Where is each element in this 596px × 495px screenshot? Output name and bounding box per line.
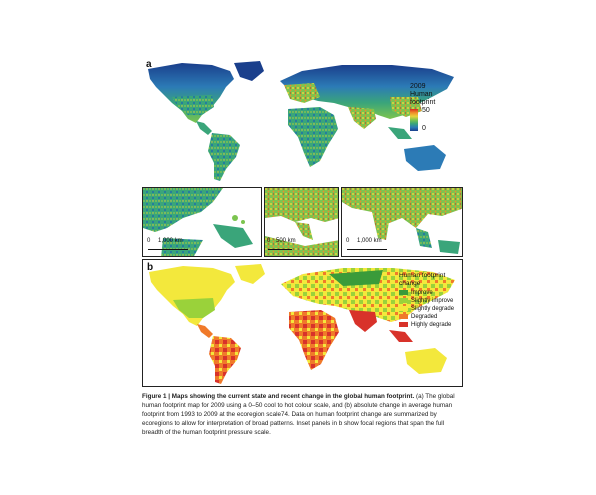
usa-region-shape: [172, 95, 214, 115]
scale-label: 500 km: [276, 238, 296, 244]
greenland-shape: [234, 61, 264, 81]
scale-zero: 0: [346, 238, 350, 244]
inset-europe: [264, 187, 339, 257]
legend-swatch: [399, 322, 408, 327]
panel-a-legend-title: 2009 Human footprint: [410, 83, 436, 106]
caption-body: (a) The global human footprint map for 2009 using a 0–50 cool to hot colour scale, and (b) absolute change in average human footprint from 1993 to 2009 at the ecoregion scale74. Data on human footprint change are summarized by ecoregions to allow for interpretation of broad patterns. Inset panels in b show focal regions that span the full breadth of the human footprint pressure scale.: [142, 393, 455, 436]
australia-shape: [404, 145, 446, 171]
inset-americas-scalebar: [148, 240, 208, 250]
inset-asia-scalebar: [347, 240, 407, 250]
figure-caption: [142, 392, 462, 437]
legend-label: Degraded: [411, 314, 438, 321]
inset-asia: [341, 187, 463, 257]
legend-label: Slightly degrade: [411, 306, 455, 313]
africa-shape: [288, 107, 338, 167]
legend-label: Slightly improve: [411, 298, 454, 305]
panel-b-legend-title: Human footprint change: [399, 272, 446, 287]
panel-b-map: [142, 259, 463, 387]
south-asia-shape: [348, 107, 376, 129]
panel-a-letter: a: [146, 59, 152, 70]
scale-zero: 0: [267, 238, 271, 244]
legend-item: [399, 298, 453, 305]
scale-zero: 0: [147, 238, 151, 244]
scale-label: 1,000 km: [158, 238, 183, 244]
south-america-shape: [208, 133, 240, 181]
panel-b-legend: [399, 272, 461, 332]
legend-item: [399, 314, 437, 321]
panel-b-letter: b: [147, 262, 154, 273]
inset-americas: [142, 187, 262, 257]
legend-swatch: [399, 298, 408, 303]
legend-label: Highly degrade: [411, 322, 452, 329]
caption-lead: Figure 1 | Maps showing the current state and recent change in the global human footprint.: [142, 393, 415, 400]
central-america-shape: [196, 121, 212, 135]
southeast-asia-shape: [388, 127, 412, 139]
panel-a-legend-min: 0: [422, 125, 426, 132]
legend-item: [399, 290, 433, 297]
scale-label: 1,000 km: [357, 238, 382, 244]
legend-swatch: [399, 290, 408, 295]
panel-a-legend-max: 50: [422, 107, 430, 114]
inset-europe-scalebar: [268, 240, 308, 250]
legend-item: [399, 322, 451, 329]
legend-swatch: [399, 306, 408, 311]
panel-a-colorbar: [410, 109, 418, 131]
legend-swatch: [399, 314, 408, 319]
legend-label: Improve: [411, 290, 433, 297]
legend-item: [399, 306, 454, 313]
panel-a-map: [142, 57, 463, 187]
